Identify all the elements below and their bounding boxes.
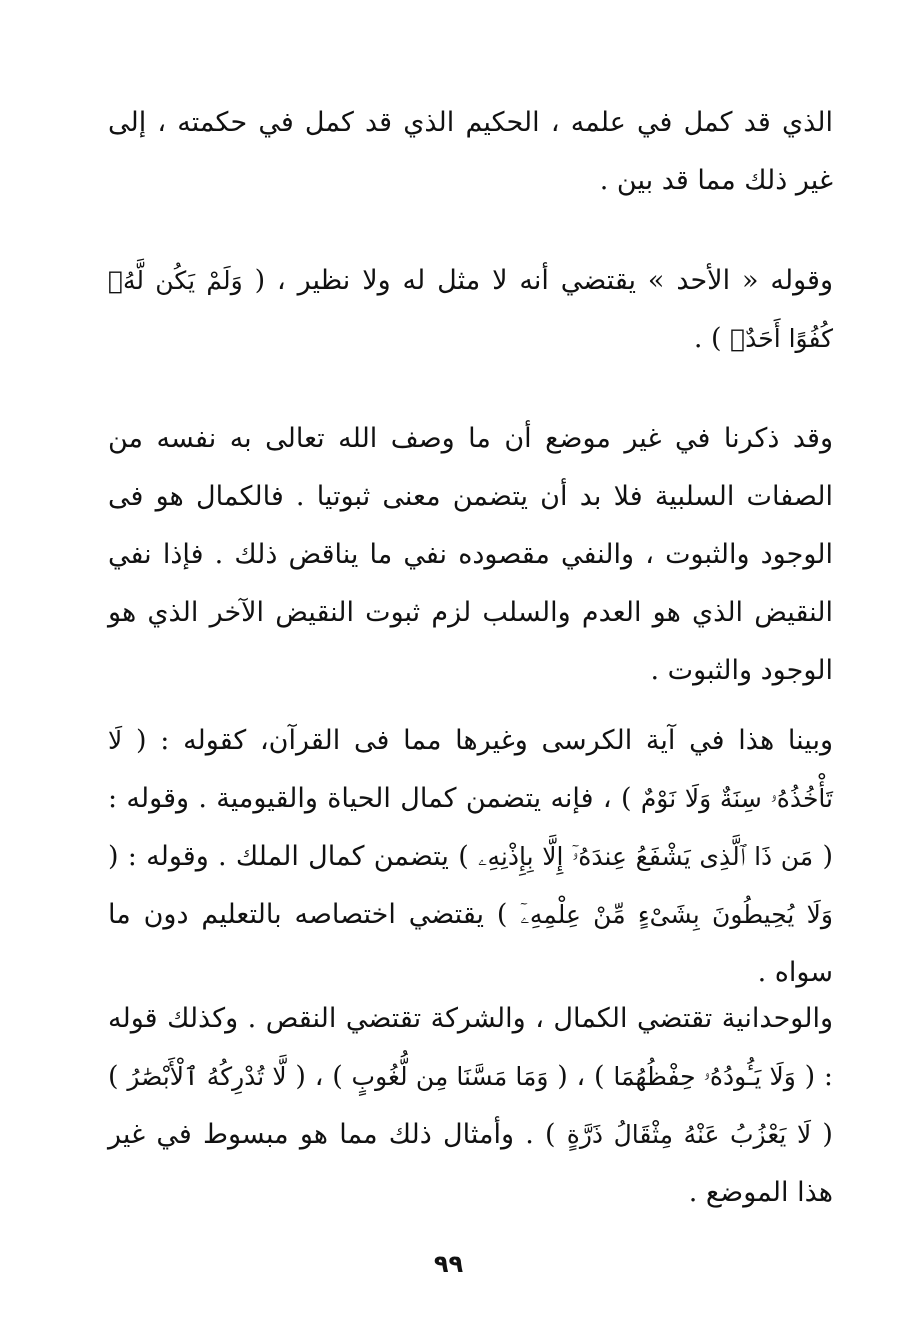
quran-verse: وَلَمْ يَكُن لَّهُۥ كُفُوًا أَحَدٌۢ — [108, 266, 833, 353]
text-segment: ) ، ( — [548, 1061, 614, 1092]
paragraph-2 — [108, 252, 833, 368]
text-segment: ) ، فإنه يتضمن كمال الحياة والقيومية . وقوله : ( — [108, 783, 833, 872]
text-segment: ) يقتضي اختصاصه بالتعليم دون ما سواه . — [108, 899, 833, 988]
quran-verse: لَا يَعْزُبُ عَنْهُ مِثْقَالُ ذَرَّةٍ — [566, 1120, 812, 1149]
text-segment: والوحدانية تقتضي الكمال ، والشركة تقتضي النقص . وكذلك قوله : ( — [108, 1003, 834, 1092]
quran-verse: وَلَا يَـُٔودُهُۥ حِفْظُهُمَا — [613, 1062, 796, 1091]
paragraph-1 — [108, 94, 833, 210]
text-segment: وقد ذكرنا في غير موضع أن ما وصف الله تعالى به نفسه من الصفات السلبية فلا بد أن يتضمن معنى ثبوتيا . فالكمال هو فى الوجود والثبوت ، والنفي مقصوده نفي ما يناقض ذلك . فإذا نفي النقيض الذي هو العدم والسلب لزم ثبوت النقيض الآخر الذي هو الوجود والثبوت . — [108, 423, 833, 686]
quran-verse: مَن ذَا ٱلَّذِى يَشْفَعُ عِندَهُۥٓ إِلَّا بِإِذْنِهِۦ — [478, 842, 814, 871]
page-number: ٩٩ — [433, 1250, 464, 1278]
paragraph-text — [108, 410, 833, 700]
text-segment: ) ( — [108, 1061, 833, 1150]
paragraph-4 — [108, 712, 833, 1002]
paragraph-5 — [108, 990, 833, 1222]
text-segment: وقوله « الأحد » يقتضي أنه لا مثل له ولا نظير ، ( — [242, 265, 833, 296]
text-segment: وبينا هذا في آية الكرسى وغيرها مما فى القرآن، كقوله : ( — [122, 725, 833, 756]
text-segment: ) . وأمثال ذلك مما هو مبسوط في غير هذا الموضع . — [108, 1119, 833, 1208]
text-segment: ) يتضمن كمال الملك . وقوله : ( — [108, 841, 478, 872]
quran-verse: لَّا تُدْرِكُهُ ٱلْأَبْصَٰرُ — [127, 1062, 287, 1091]
paragraph-text — [108, 94, 833, 210]
paragraph-text — [108, 252, 833, 368]
quran-verse: وَمَا مَسَّنَا مِن لُّغُوبٍ — [351, 1062, 549, 1091]
text-segment: ) ، ( — [286, 1061, 352, 1092]
quran-verse: لَا تَأْخُذُهُۥ سِنَةٌ وَلَا نَوْمٌ — [108, 726, 833, 813]
paragraph-text — [108, 712, 833, 1002]
paragraph-text — [108, 990, 833, 1222]
text-segment: الذي قد كمل في علمه ، الحكيم الذي قد كمل في حكمته ، إلى غير ذلك مما قد بين . — [108, 107, 833, 196]
paragraph-3 — [108, 410, 833, 700]
quran-verse: وَلَا يُحِيطُونَ بِشَىْءٍ مِّنْ عِلْمِهِۦٓ — [520, 900, 833, 929]
text-segment: ) . — [693, 323, 731, 354]
